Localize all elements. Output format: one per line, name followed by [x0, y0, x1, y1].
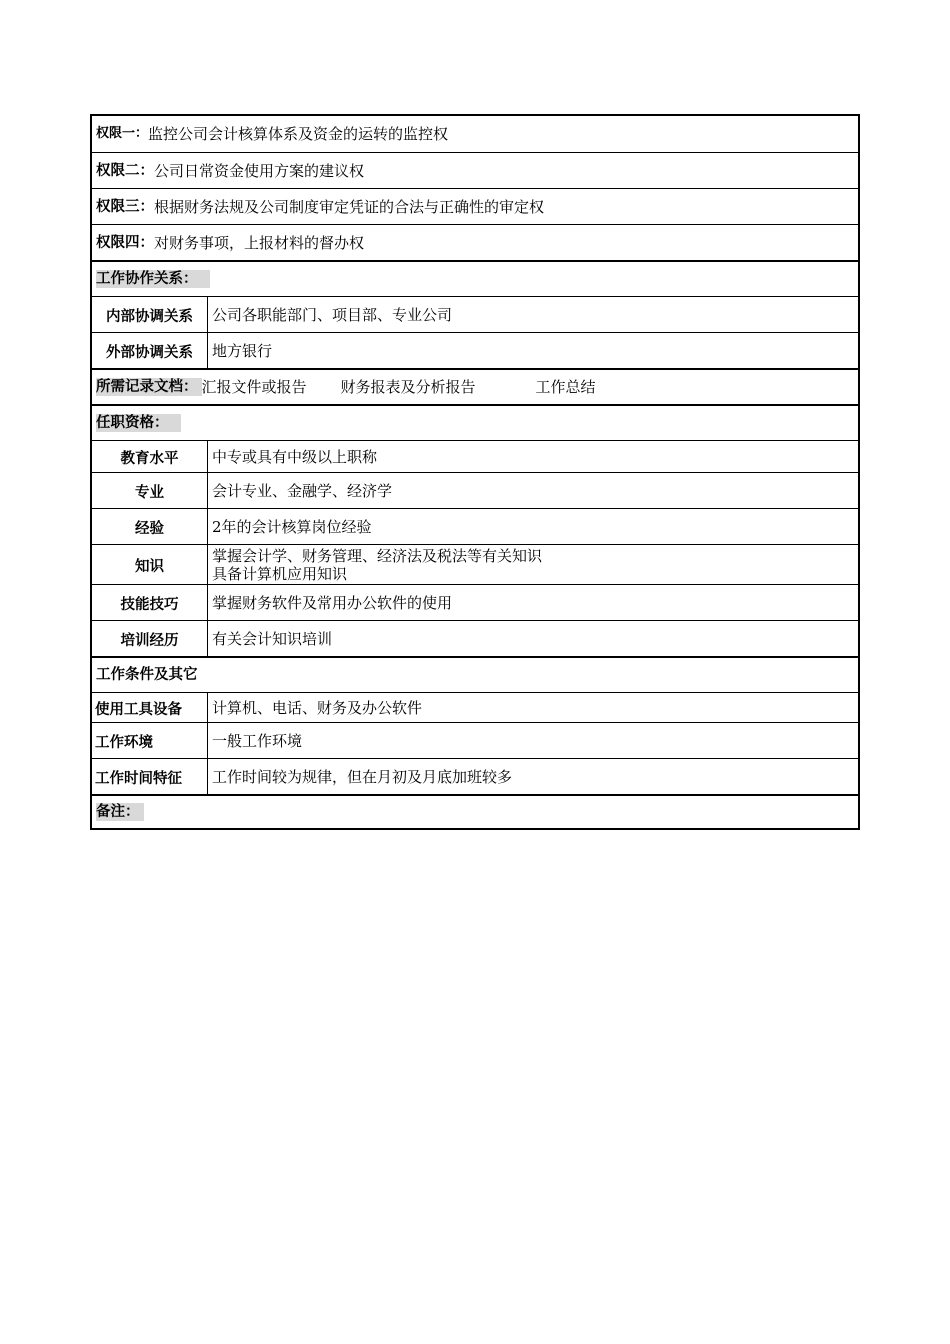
authority-row-1: [92, 116, 858, 152]
cooperation-row-external: [92, 332, 858, 368]
authority-label: 权限一：: [96, 126, 149, 141]
row-value: 计算机、电话、财务及办公软件: [212, 698, 423, 717]
qualification-row-major: [92, 472, 858, 508]
conditions-row-tools: [92, 692, 858, 722]
qualification-row-training: [92, 620, 858, 656]
row-label: 专业: [92, 473, 208, 508]
qualifications-heading-row: [92, 404, 858, 440]
conditions-heading-row: [92, 656, 858, 692]
row-label: 工作时间特征: [92, 759, 208, 794]
row-label: 知识: [92, 545, 208, 584]
section-heading: 工作协作关系：: [96, 270, 210, 288]
records-item: 财务报表及分析报告: [340, 378, 476, 396]
authority-text: 对财务事项，上报材料的督办权: [154, 233, 365, 252]
row-value: 公司各职能部门、项目部、专业公司: [212, 305, 453, 324]
row-value: 地方银行: [212, 341, 273, 360]
cooperation-heading-row: [92, 260, 858, 296]
row-value: 中专或具有中级以上职称: [212, 447, 378, 466]
authority-row-4: [92, 224, 858, 260]
conditions-row-environment: [92, 722, 858, 758]
conditions-row-hours: [92, 758, 858, 794]
section-heading: 任职资格：: [96, 414, 181, 432]
qualification-row-skills: [92, 584, 858, 620]
row-value: 工作时间较为规律，但在月初及月底加班较多: [212, 767, 513, 786]
row-value: 2年的会计核算岗位经验: [212, 517, 372, 536]
authority-row-3: [92, 188, 858, 224]
section-heading: 工作条件及其它: [96, 667, 198, 683]
records-row: [92, 368, 858, 404]
qualification-row-education: [92, 440, 858, 472]
value-line: 掌握会计学、财务管理、经济法及税法等有关知识: [212, 546, 543, 565]
row-label: 外部协调关系: [92, 333, 208, 368]
notes-label: 备注：: [96, 803, 144, 821]
authority-text: 根据财务法规及公司制度审定凭证的合法与正确性的审定权: [154, 197, 545, 216]
authority-text: 公司日常资金使用方案的建议权: [154, 161, 365, 180]
row-value: 会计专业、金融学、经济学: [212, 481, 393, 500]
records-item: 工作总结: [535, 378, 596, 396]
qualification-row-knowledge: [92, 544, 858, 584]
row-value: 有关会计知识培训: [212, 629, 333, 648]
job-description-table: [90, 114, 860, 830]
row-label: 培训经历: [92, 621, 208, 656]
row-label: 技能技巧: [92, 585, 208, 620]
authority-label: 权限三：: [96, 198, 154, 215]
authority-row-2: [92, 152, 858, 188]
row-value: 一般工作环境: [212, 731, 303, 750]
records-label: 所需记录文档：: [96, 378, 202, 396]
row-label: 内部协调关系: [92, 297, 208, 332]
authority-label: 权限四：: [96, 234, 154, 251]
cooperation-row-internal: [92, 296, 858, 332]
row-label: 工作环境: [92, 723, 208, 758]
value-line: 具备计算机应用知识: [212, 564, 348, 583]
authority-text: 监控公司会计核算体系及资金的运转的监控权: [148, 125, 449, 143]
row-label: 经验: [92, 509, 208, 544]
row-label: 教育水平: [92, 441, 208, 472]
row-value: [208, 545, 858, 584]
row-label: 使用工具设备: [92, 693, 208, 722]
authority-label: 权限二：: [96, 162, 154, 179]
row-value: 掌握财务软件及常用办公软件的使用: [212, 593, 453, 612]
notes-row: [92, 794, 858, 828]
records-item: 汇报文件或报告: [201, 378, 307, 396]
qualification-row-experience: [92, 508, 858, 544]
